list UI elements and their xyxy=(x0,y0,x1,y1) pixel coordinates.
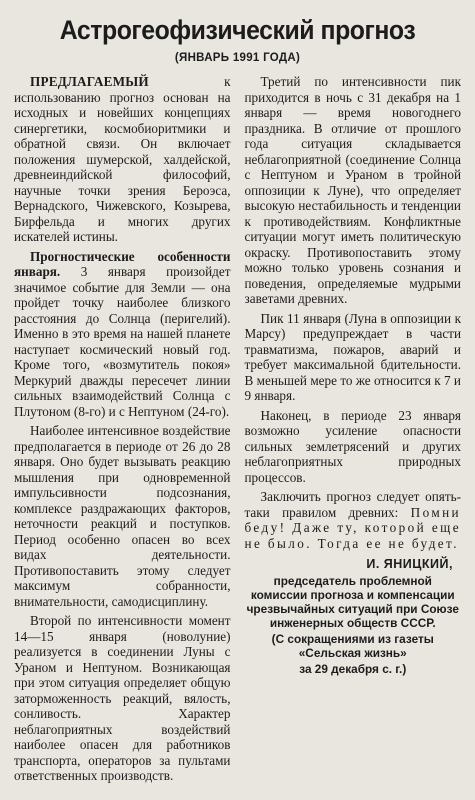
paragraph-peak-11: Пик 11 января (Луна в оппозиции к Марсу) предупреждает в части травматизма, пожаров, аварий и требует максимальной бдительности. В меньшей мере то же относится к 7 и 9 января. xyxy=(244,310,461,403)
conclusion-text: Заключить прогноз следует опять-таки правилом древних: xyxy=(244,489,461,520)
column-left xyxy=(14,74,231,784)
source-note-line2: за 29 декабря с. г.) xyxy=(299,662,407,676)
paragraph-conclusion xyxy=(245,489,462,551)
paragraph-intro xyxy=(14,74,231,245)
paragraph-peak-new-year: Третий по интенсивности пик приходится в ночь с 31 декабря на 1 января — время новогоднего праздника. В отличие от прошлого года ситуация складывается неблагоприятной (соединение Солнца с Нептуном и Ураном в тройной оппозиции к Луне), что определяет высокую нестабильность и тенденции к противодействиям. Конфликтные ситуации могут иметь политическую окраску. Противопоставить этому можно только уровень сознания и поведения, определяемые мудрыми заветами древних. xyxy=(244,74,461,306)
paragraph-peak-26-28: Наиболее интенсивное воздействие предполагается в периоде от 26 до 28 января. Оно будет вызывать реакцию мышления при одновременной импульсивности подсознания, комплексе раздражающих факторов, неточности реакций и поступков. Период особенно опасен во всех видах деятельности. Противопоставить этому следует максимум собранности, внимательности, самодисциплину. xyxy=(14,423,231,609)
article-columns xyxy=(14,74,461,784)
conclusion-quote: Помни беду! Даже ту, которой еще не было. Тогда ее не будет. xyxy=(244,504,461,551)
author-title: председатель проблемной комиссии прогноза и компенсации чрезвычайных ситуаций при Союзе инженерных обществ СССР. xyxy=(246,574,459,630)
article-headline: Астрогеофизический прогноз xyxy=(59,15,416,45)
author-name: И. ЯНИЦКИЙ, xyxy=(366,557,453,571)
january-features-lead: Прогностические особенности января. xyxy=(14,248,231,279)
paragraph-january-features xyxy=(14,249,231,420)
paragraph-peak-23: Наконец, в периоде 23 января возможно усиление опасности сильных землетрясений и других неблагоприятных природных процессов. xyxy=(244,407,461,485)
paragraph-peak-14-15: Второй по интенсивности момент 14—15 января (новолуние) реализуется в соединении Луны с Ураном и Нептуном. Возникающая при этом ситуация определяет общую заторможенность реакций, вялость, сонливость. Характер неблагоприятных воздействий наиболее опасен для работников транспорта, операторов за пультами ответственных производств. xyxy=(14,613,231,783)
january-features-text: 3 января произойдет значимое событие для Земли — она пройдет точку наиболее близкого расстояния до Солнца (перигелий). Именно в это время на нашей планете наступает космический новый год. Кроме того, «возмутитель покоя» Меркурий дважды пересечет линии сильных взаимодействий Солнца с Плутоном (8-го) и с Нептуном (24-го). xyxy=(14,264,231,419)
source-note-line1: (С сокращениями из газеты «Сельская жизнь» xyxy=(271,632,434,660)
article-dateline: (ЯНВАРЬ 1991 ГОДА) xyxy=(174,52,301,64)
intro-lead-word: ПРЕДЛАГАЕМЫЙ xyxy=(30,74,149,89)
column-right xyxy=(245,74,462,784)
author-signature xyxy=(245,557,462,676)
intro-text: к использованию прогноз основан на исходных и новейших концепциях синергетики, космобиоритмики и обратной связи. Он включает положения шумерской, халдейской, древнеиндийской философий, научные точки зрения Бероэса, Вернадского, Чижевского, Козырева, Бирфельда и многих других искателей истины. xyxy=(14,74,231,244)
